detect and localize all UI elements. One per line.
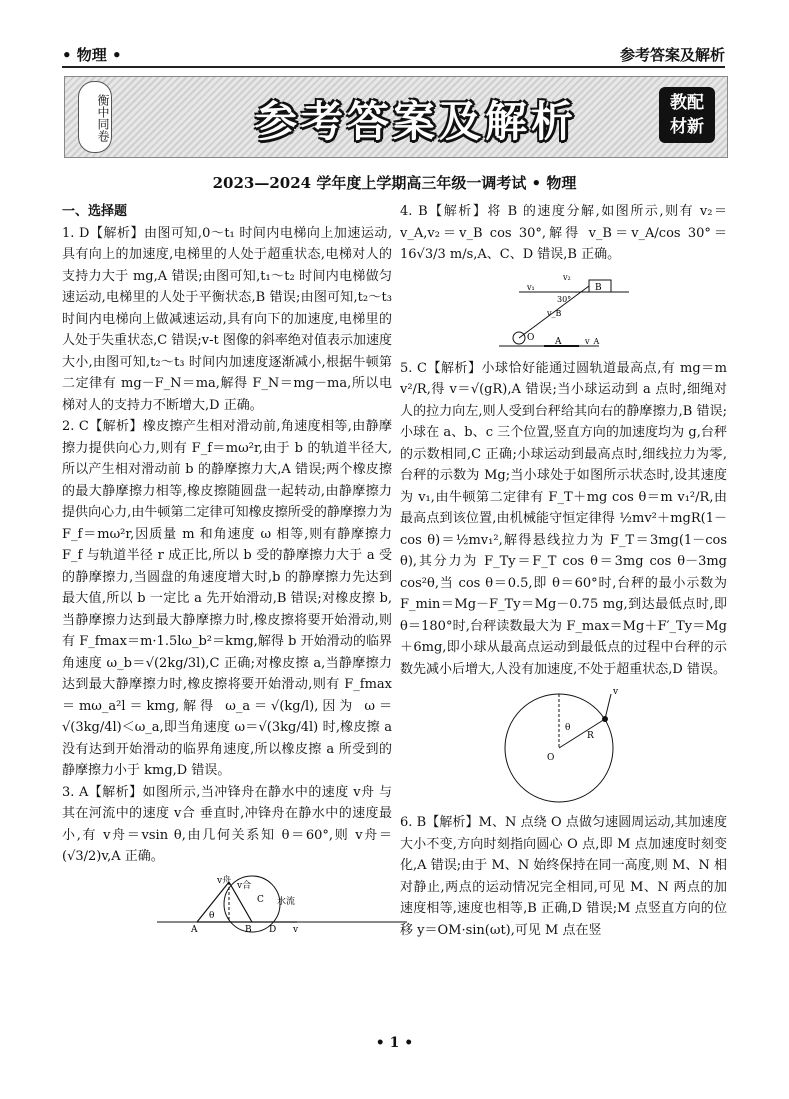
answer-q6: 6. B【解析】M、N 点绕 O 点做匀速圆周运动,其加速度大小不变,方向时刻指向圆心 O 点,即 M 点加速度时刻变化,A 错误;由于 M、N 始终保持在同一高度,则 M、N 相对静止,两点的运动情况完全相同,可见 M、N 两点的加速度相等,速度也相等,B 正确,D 错误;M 点竖直方向的位移 y＝OM·sin(ωt),可见 M 点在竖 [400, 815, 727, 938]
fig4-label-b: B [594, 282, 602, 293]
fig4-label-v2: v₂ [562, 272, 571, 282]
fig3-label-flow: 水流 [277, 896, 296, 907]
left-column [62, 201, 392, 942]
page-number: • 1 • [375, 1035, 414, 1051]
fig3-label-d: D [269, 924, 277, 935]
fig5-label-v: v [612, 687, 618, 697]
figure-q4-pulley [489, 272, 639, 352]
fig5-label-theta: θ [564, 723, 570, 733]
fig3-label-a: A [191, 924, 198, 935]
fig3-label-theta: θ [209, 910, 215, 921]
badge-line-2: 材新 [670, 117, 704, 137]
answer-q1: 1. D【解析】由图可知,0～t₁ 时间内电梯向上加速运动,具有向上的加速度,电梯里的人处于超重状态,电梯对人的支持力大于 mg,A 错误;由图可知,t₁～t₂ 时间内电梯做匀速运动,电梯里的人处于平衡状态,B 错误;由图可知,t₂～t₃ 时间内电梯向上做减速运动,具有向下的加速度,电梯里的人处于失重状态,C 错误;v-t 图像的斜率绝对值表示加速度大小,由图可知,t₂～t₃ 时间内加速度逐渐减小,根据牛顿第二定律有 mg－F_N＝ma,解得 F_N＝mg－ma,所以电梯对人的支持力不断增大,D 正确。 [62, 225, 392, 413]
header-section-title: 参考答案及解析 [619, 46, 725, 64]
badge-line-1: 教配 [670, 93, 704, 113]
fig5-label-o: O [546, 753, 554, 763]
fig3-label-v: v [293, 924, 299, 935]
answer-q3: 3. A【解析】如图所示,当冲锋舟在静水中的速度 v舟 与其在河流中的速度 v合 垂直时,冲锋舟在静水中的速度最小,有 v舟＝vsin θ,由几何关系知 θ＝60°,则 v舟＝(√3/2)v,A 正确。 [62, 784, 392, 864]
right-column [400, 201, 727, 941]
section-heading: 一、选择题 [62, 204, 128, 219]
header-divider [62, 66, 725, 68]
fig3-label-b: B [245, 924, 252, 935]
fig4-label-va: v_A [584, 336, 599, 346]
banner-title: 参考答案及解析 [255, 97, 578, 146]
figure-q5-circle [499, 686, 629, 806]
fig4-label-vb: v_B [546, 308, 561, 318]
answer-q4: 4. B【解析】将 B 的速度分解,如图所示,则有 v₂＝v_A,v₂＝v_B cos 30°,解得 v_B＝v_A/cos 30°＝16√3/3 m/s,A、C、D 错误,B 正确。 [400, 204, 727, 262]
answer-q2: 2. C【解析】橡皮擦产生相对滑动前,角速度相等,由静摩擦力提供向心力,则有 F_f＝mω²r,由于 b 的轨道半径大,所以产生相对滑动前 b 的静摩擦力大,A 错误;两个橡皮擦的最大静摩擦力相等,橡皮擦随圆盘一起转动,由静摩擦力提供向心力,由牛顿第二定律可知橡皮擦所受的静摩擦力为 F_f＝mω²r,因质量 m 和角速度 ω 相等,则有静摩擦力 F_f 与轨道半径 r 成正比,所以 b 受的静摩擦力大于 a 受的静摩擦力,当圆盘的角速度增大时,b 的静摩擦力先达到最大值,所以 b 一定比 a 先开始滑动,B 错误;对橡皮擦 b,当静摩擦力达到最大静摩擦力时,橡皮擦将要开始滑动,则有 F_fmax＝m·1.5lω_b²＝kmg,解得 b 开始滑动的临界角速度 ω_b＝√(2kg/3l),C 正确;对橡皮擦 a,当静摩擦力达到最大静摩擦力时,橡皮擦将要开始滑动,则有 F_fmax＝mω_a²l＝kmg,解得 ω_a＝√(kg/l),因为 ω＝√(3kg/4l)＜ω_a,即当角速度 ω＝√(3kg/4l) 时,橡皮擦 a 没有达到开始滑动的临界角速度,所以橡皮擦 a 所受到的静摩擦力小于 kmg,D 错误。 [62, 419, 392, 778]
fig5-label-r: R [586, 731, 594, 741]
answer-q5: 5. C【解析】小球恰好能通过圆轨道最高点,有 mg＝m v²/R,得 v＝√(gR),A 错误;当小球运动到 a 点时,细绳对人的拉力向左,则人受到台秤给其向右的静摩擦力,B 错误;小球在 a、b、c 三个位置,竖直方向的加速度均为 g,台秤的示数相同,C 正确;小球运动到最高点时,细线拉力为零,台秤的示数为 Mg;当小球处于如图所示状态时,设其速度为 v₁,由牛顿第二定律有 F_T＋mg cos θ＝m v₁²/R,由最高点到该位置,由机械能守恒定律得 ½mv²＋mgR(1－cos θ)＝½mv₁²,解得悬线拉力为 F_T＝3mg(1－cos θ),其分力为 F_Ty＝F_T cos θ＝3mg cos θ－3mg cos²θ,当 cos θ＝0.5,即 θ＝60°时,台秤的最小示数为 F_min＝Mg－F_Ty＝Mg－0.75 mg,到达最低点时,即 θ＝180°时,台秤读数最大为 F_max＝Mg＋F′_Ty＝Mg＋6mg,即小球从最高点运动到最低点的过程中台秤的示数先减小后增大,人没有加速度,不处于超重状态,D 错误。 [400, 360, 727, 677]
figure-q3-boat-velocity [157, 874, 427, 942]
seal-logo: 衡中同卷 [78, 81, 112, 153]
fig3-label-vz: v舟 [217, 875, 232, 886]
title-banner [64, 76, 728, 158]
header-subject: • 物理 • [62, 46, 122, 64]
fig4-label-o: O [526, 332, 534, 343]
fig4-label-angle: 30° [556, 294, 571, 304]
badge-logo [659, 87, 715, 143]
fig3-label-c: C [257, 894, 264, 905]
fig4-label-a: A [554, 336, 561, 347]
fig3-label-vh: v合 [237, 880, 252, 891]
fig4-label-v1: v₁ [526, 282, 535, 292]
exam-title: 2023—2024 学年度上学期高三年级一调考试 • 物理 [212, 174, 577, 192]
